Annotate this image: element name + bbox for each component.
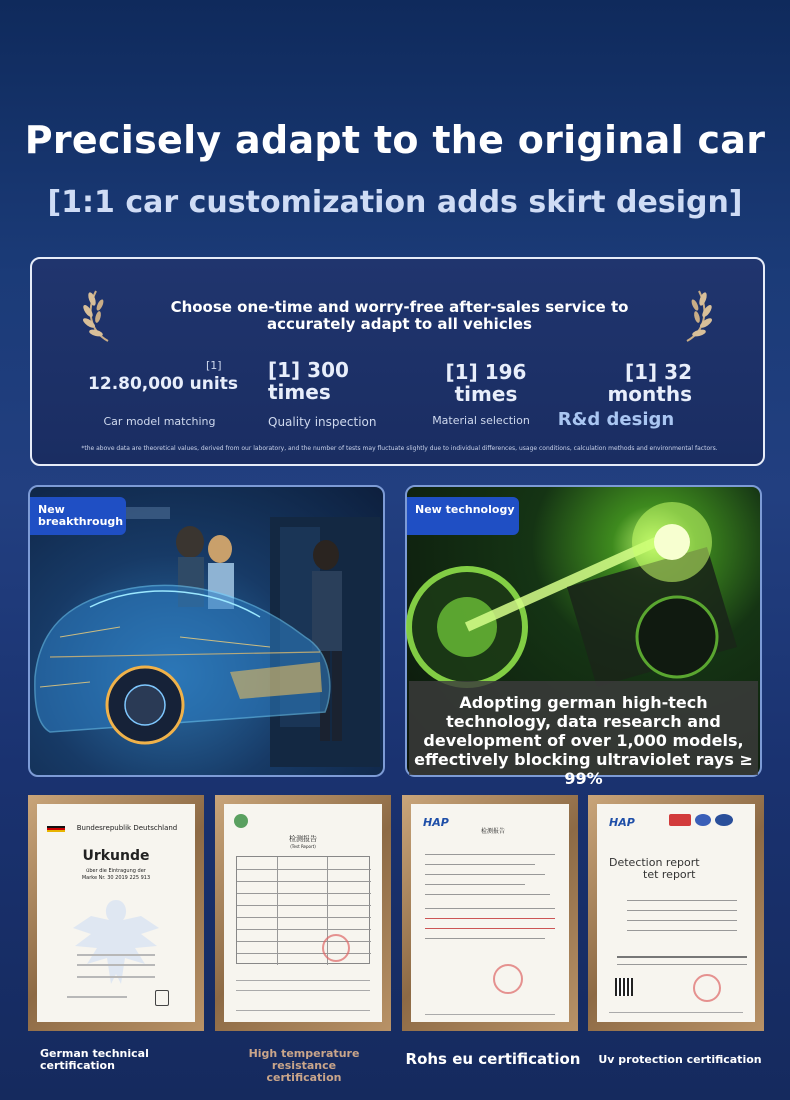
- certificate-subtitle: (Test Report): [290, 844, 316, 849]
- certificate-country: Bundesrepublik Deutschland: [76, 824, 178, 832]
- page-subtitle: [1:1 car customization adds skirt design]: [47, 185, 743, 220]
- photo-car-hologram: [28, 485, 385, 777]
- certificate-title: 检测报告: [481, 828, 506, 835]
- qr-code-icon: [615, 978, 633, 996]
- caption-heat-certification: High temperature resistance certification: [248, 1047, 360, 1084]
- eagle-watermark-icon: [61, 888, 171, 998]
- laurel-icon: [80, 287, 116, 343]
- stats-footnote: *the above data are theoretical values, derived from our laboratory, and the number of tests may fluctuate slightly due to individual differences, usage conditions, calculation methods and environmental factors.: [81, 445, 718, 452]
- stats-heading: Choose one-time and worry-free after-sales service to accurately adapt to all vehicles: [170, 298, 629, 333]
- certificate-title: 检测报告: [289, 835, 317, 843]
- stat-value-rd: [1] 32 months: [607, 360, 692, 406]
- certificate-rohs: [402, 795, 578, 1031]
- cnas-logo-icon: [715, 814, 733, 826]
- stats-panel: [30, 257, 765, 466]
- badge-new-breakthrough: New breakthrough: [30, 497, 126, 535]
- technology-description: Adopting german high-tech technology, data research and development of over 1,000 models, effectively blocking ultraviolet rays ≥ 99%: [409, 681, 758, 775]
- certificate-uv: [588, 795, 764, 1031]
- laurel-icon: [679, 287, 715, 343]
- caption-uv-certification: Uv protection certification: [598, 1053, 762, 1066]
- certificate-title: Urkunde: [82, 848, 150, 864]
- stat-value-units: 12.80,000 units: [88, 374, 238, 394]
- certificate-line: Marke Nr. 30 2019 225 913: [81, 875, 151, 881]
- certificate-subtitle: tet report: [643, 868, 696, 881]
- photo-laser-test: [405, 485, 762, 788]
- stat-value-inspection: [1] 300 times: [268, 358, 349, 404]
- stat-label-matching: Car model matching: [103, 415, 216, 428]
- ilac-logo-icon: [695, 814, 711, 826]
- stat-value-material: [1] 196 times: [445, 360, 527, 406]
- stat-label-inspection: Quality inspection: [268, 415, 377, 429]
- certificate-heat: [215, 795, 391, 1031]
- certificate-line: über die Eintragung der: [86, 868, 146, 874]
- stat-label-material: Material selection: [432, 414, 530, 427]
- certificate-title: Detection report: [609, 856, 700, 869]
- stat-label-rd: R&d design: [557, 409, 675, 430]
- hap-logo: HAP: [609, 816, 635, 829]
- caption-german-certification: German technical certification: [40, 1047, 149, 1072]
- page-title: Precisely adapt to the original car: [24, 118, 766, 162]
- cma-logo-icon: [669, 814, 691, 826]
- certificate-german: [28, 795, 204, 1031]
- stat-superscript: [1]: [206, 359, 222, 372]
- badge-new-technology: New technology: [407, 497, 519, 535]
- hap-logo: HAP: [423, 816, 449, 829]
- caption-rohs-certification: Rohs eu certification: [405, 1050, 581, 1068]
